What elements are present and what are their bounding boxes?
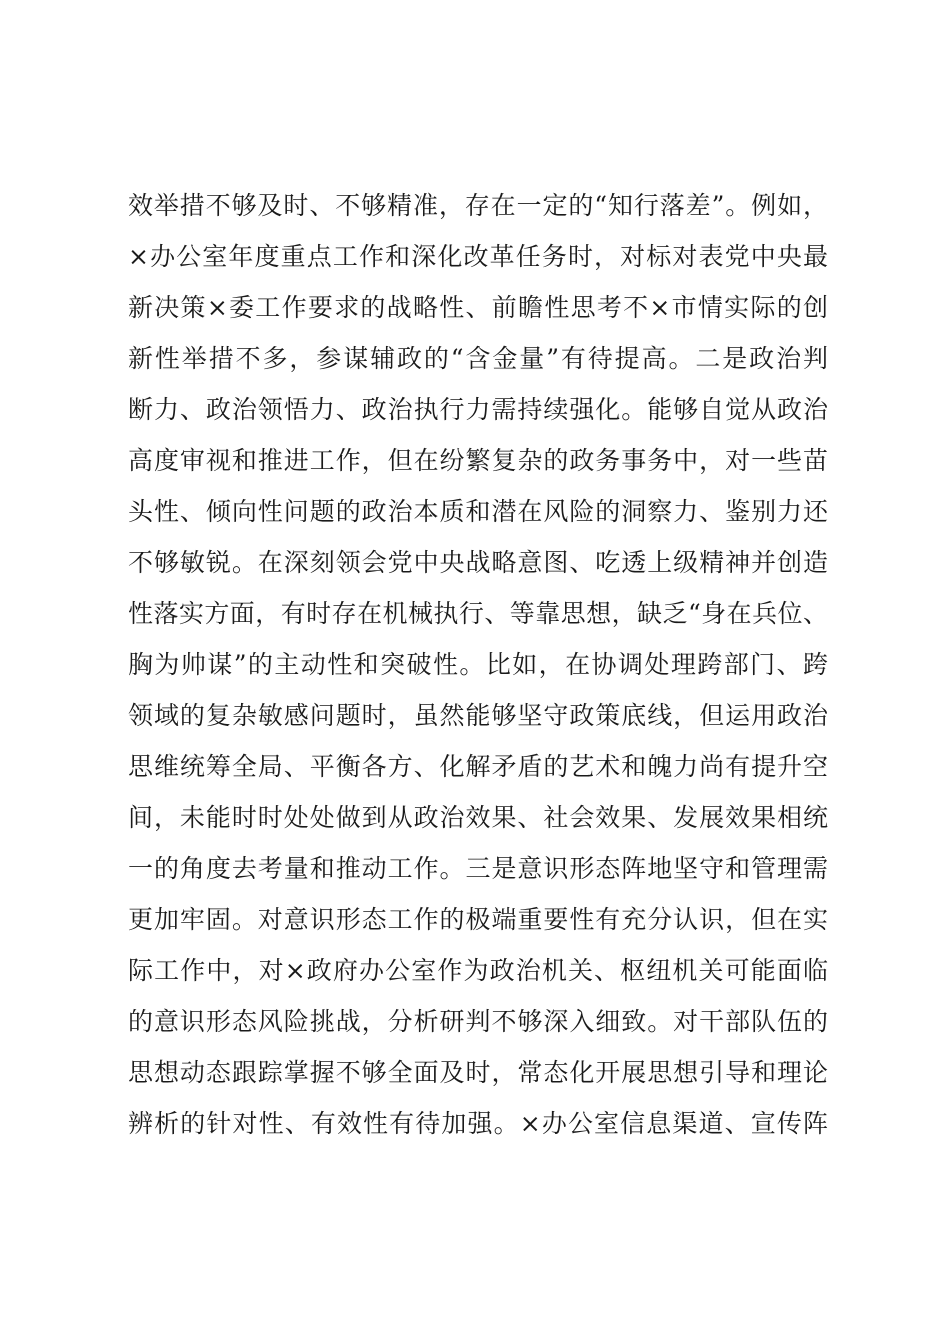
text-line: 更加牢固。对意识形态工作的极端重要性有充分认识，但在实 [128, 905, 828, 934]
text-line: ×办公室年度重点工作和深化改革任务时，对标对表党中央最 [128, 242, 828, 271]
text-line: 思想动态跟踪掌握不够全面及时，常态化开展思想引导和理论 [128, 1058, 828, 1087]
text-line: 断力、政治领悟力、政治执行力需持续强化。能够自觉从政治 [128, 395, 828, 424]
text-line: 头性、倾向性问题的政治本质和潜在风险的洞察力、鉴别力还 [128, 497, 828, 526]
text-line: 效举措不够及时、不够精准，存在一定的“知行落差”。例如， [128, 191, 828, 220]
text-line: 胸为帅谋”的主动性和突破性。比如，在协调处理跨部门、跨 [128, 650, 828, 679]
text-line: 间，未能时时处处做到从政治效果、社会效果、发展效果相统 [128, 803, 828, 832]
text-line: 思维统筹全局、平衡各方、化解矛盾的艺术和魄力尚有提升空 [128, 752, 828, 781]
text-line: 高度审视和推进工作，但在纷繁复杂的政务事务中，对一些苗 [128, 446, 828, 475]
text-line: 新决策×委工作要求的战略性、前瞻性思考不×市情实际的创 [128, 293, 828, 322]
text-line: 性落实方面，有时存在机械执行、等靠思想，缺乏“身在兵位、 [128, 599, 828, 628]
text-line: 新性举措不多，参谋辅政的“含金量”有待提高。二是政治判 [128, 344, 828, 373]
text-line: 不够敏锐。在深刻领会党中央战略意图、吃透上级精神并创造 [128, 548, 828, 577]
body-paragraph [128, 180, 848, 1149]
text-line: 辨析的针对性、有效性有待加强。×办公室信息渠道、宣传阵 [128, 1109, 828, 1138]
text-line: 领域的复杂敏感问题时，虽然能够坚守政策底线，但运用政治 [128, 701, 828, 730]
text-line: 际工作中，对×政府办公室作为政治机关、枢纽机关可能面临 [128, 956, 828, 985]
text-line: 的意识形态风险挑战，分析研判不够深入细致。对干部队伍的 [128, 1007, 828, 1036]
text-line: 一的角度去考量和推动工作。三是意识形态阵地坚守和管理需 [128, 854, 828, 883]
